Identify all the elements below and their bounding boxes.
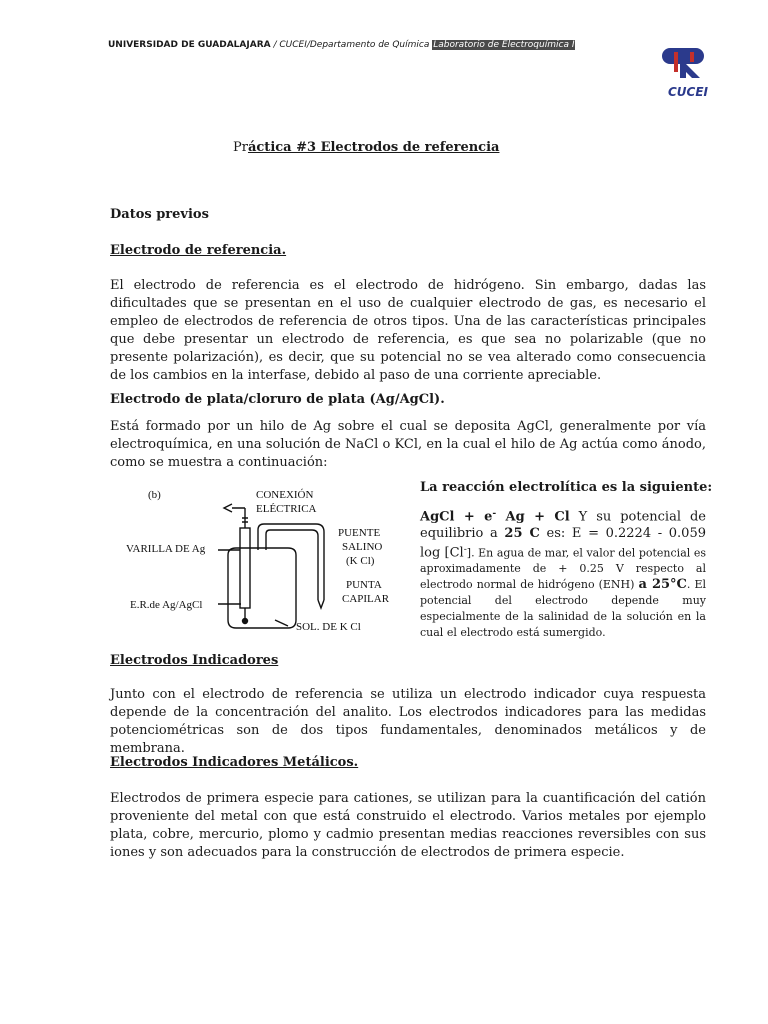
figure-puente: PUENTE bbox=[338, 527, 381, 539]
figure-kcl: (K Cl) bbox=[346, 555, 375, 567]
heading-metalicos: Electrodos Indicadores Metálicos. bbox=[110, 755, 359, 770]
cucei-logo bbox=[660, 44, 716, 102]
logo-text: CUCEI bbox=[667, 85, 709, 99]
figure-er: E.R.de Ag/AgCl bbox=[130, 599, 203, 611]
figure-varilla: VARILLA DE Ag bbox=[126, 543, 206, 555]
heading-agcl: Electrodo de plata/cloruro de plata (Ag/AgCl). bbox=[110, 392, 445, 407]
paragraph-indicadores: Junto con el electrodo de referencia se utiliza un electrodo indicador cuya respuesta depende de la concentración del analito. Los electrodos indicadores para las medidas potenciométricas son de dos tipos fundamentales, denominados metálicos y de membrana. bbox=[110, 687, 706, 756]
header-department: / CUCEI/Departamento de Química bbox=[270, 40, 433, 50]
header-university: UNIVERSIDAD DE GUADALAJARA bbox=[108, 40, 271, 50]
figure-sol: SOL. DE K Cl bbox=[296, 621, 361, 633]
paragraph-metalicos: Electrodos de primera especie para cationes, se utilizan para la cuantificación del catión proveniente del metal con que está construido el electrodo. Varios metales por ejemplo plata, cobre, mercurio, plomo y cadmio presentan medias reacciones reversibles con sus iones y son adecuados para la construcción de electrodos de primera especie. bbox=[110, 791, 706, 860]
figure-conexion: CONEXIÓN bbox=[256, 489, 314, 501]
paragraph-agcl: Está formado por un hilo de Ag sobre el cual se deposita AgCl, generalmente por vía electroquímica, en una solución de NaCl o KCl, en la cual el hilo de Ag actúa como ánodo, como se muestra a continuación: bbox=[110, 419, 706, 470]
heading-indicadores: Electrodos Indicadores bbox=[110, 653, 279, 668]
electrode-diagram bbox=[120, 480, 410, 640]
paragraph-referencia: El electrodo de referencia es el electrodo de hidrógeno. Sin embargo, dadas las dificultades que se presentan en el uso de cualquier electrodo de gas, es necesario el empleo de electrodos de referencia de otros tipos. Una de las características principales que debe presentar un electrodo de referencia, es que sea no polarizable (que no presente polarización), es decir, que su potencial no se vea alterado como consecuencia de los cambios en la interfase, debido al paso de una corriente apreciable. bbox=[110, 278, 706, 383]
heading-electrodo-referencia: Electrodo de referencia. bbox=[110, 243, 287, 258]
heading-datos-previos: Datos previos bbox=[110, 207, 209, 222]
page-header bbox=[108, 40, 575, 50]
header-lab: Laboratorio de Electroquímica I bbox=[433, 40, 575, 50]
figure-electrica: ELÉCTRICA bbox=[256, 503, 317, 515]
figure-salino: SALINO bbox=[342, 541, 383, 553]
figure-punta: PUNTA bbox=[346, 579, 382, 591]
reaction-title: La reacción electrolítica es la siguiente: bbox=[420, 480, 713, 495]
reaction-paragraph: AgCl + e- Ag + Cl Y su potencial de equilibrio a 25 C es: E = 0.2224 - 0.059 log [Cl-]. En agua de mar, el valor del potencial es aproximadamente de + 0.25 V respecto al electrodo normal de hidrógeno (ENH) a 25°C. El potencial del electrodo depende muy especialmente de la salinidad de la solución en la cual el electrodo está sumergido. bbox=[420, 508, 707, 640]
figure-label-b: (b) bbox=[148, 489, 161, 501]
figure-capilar: CAPILAR bbox=[342, 593, 390, 605]
page-title: Práctica #3 Electrodos de referencia bbox=[233, 140, 500, 155]
